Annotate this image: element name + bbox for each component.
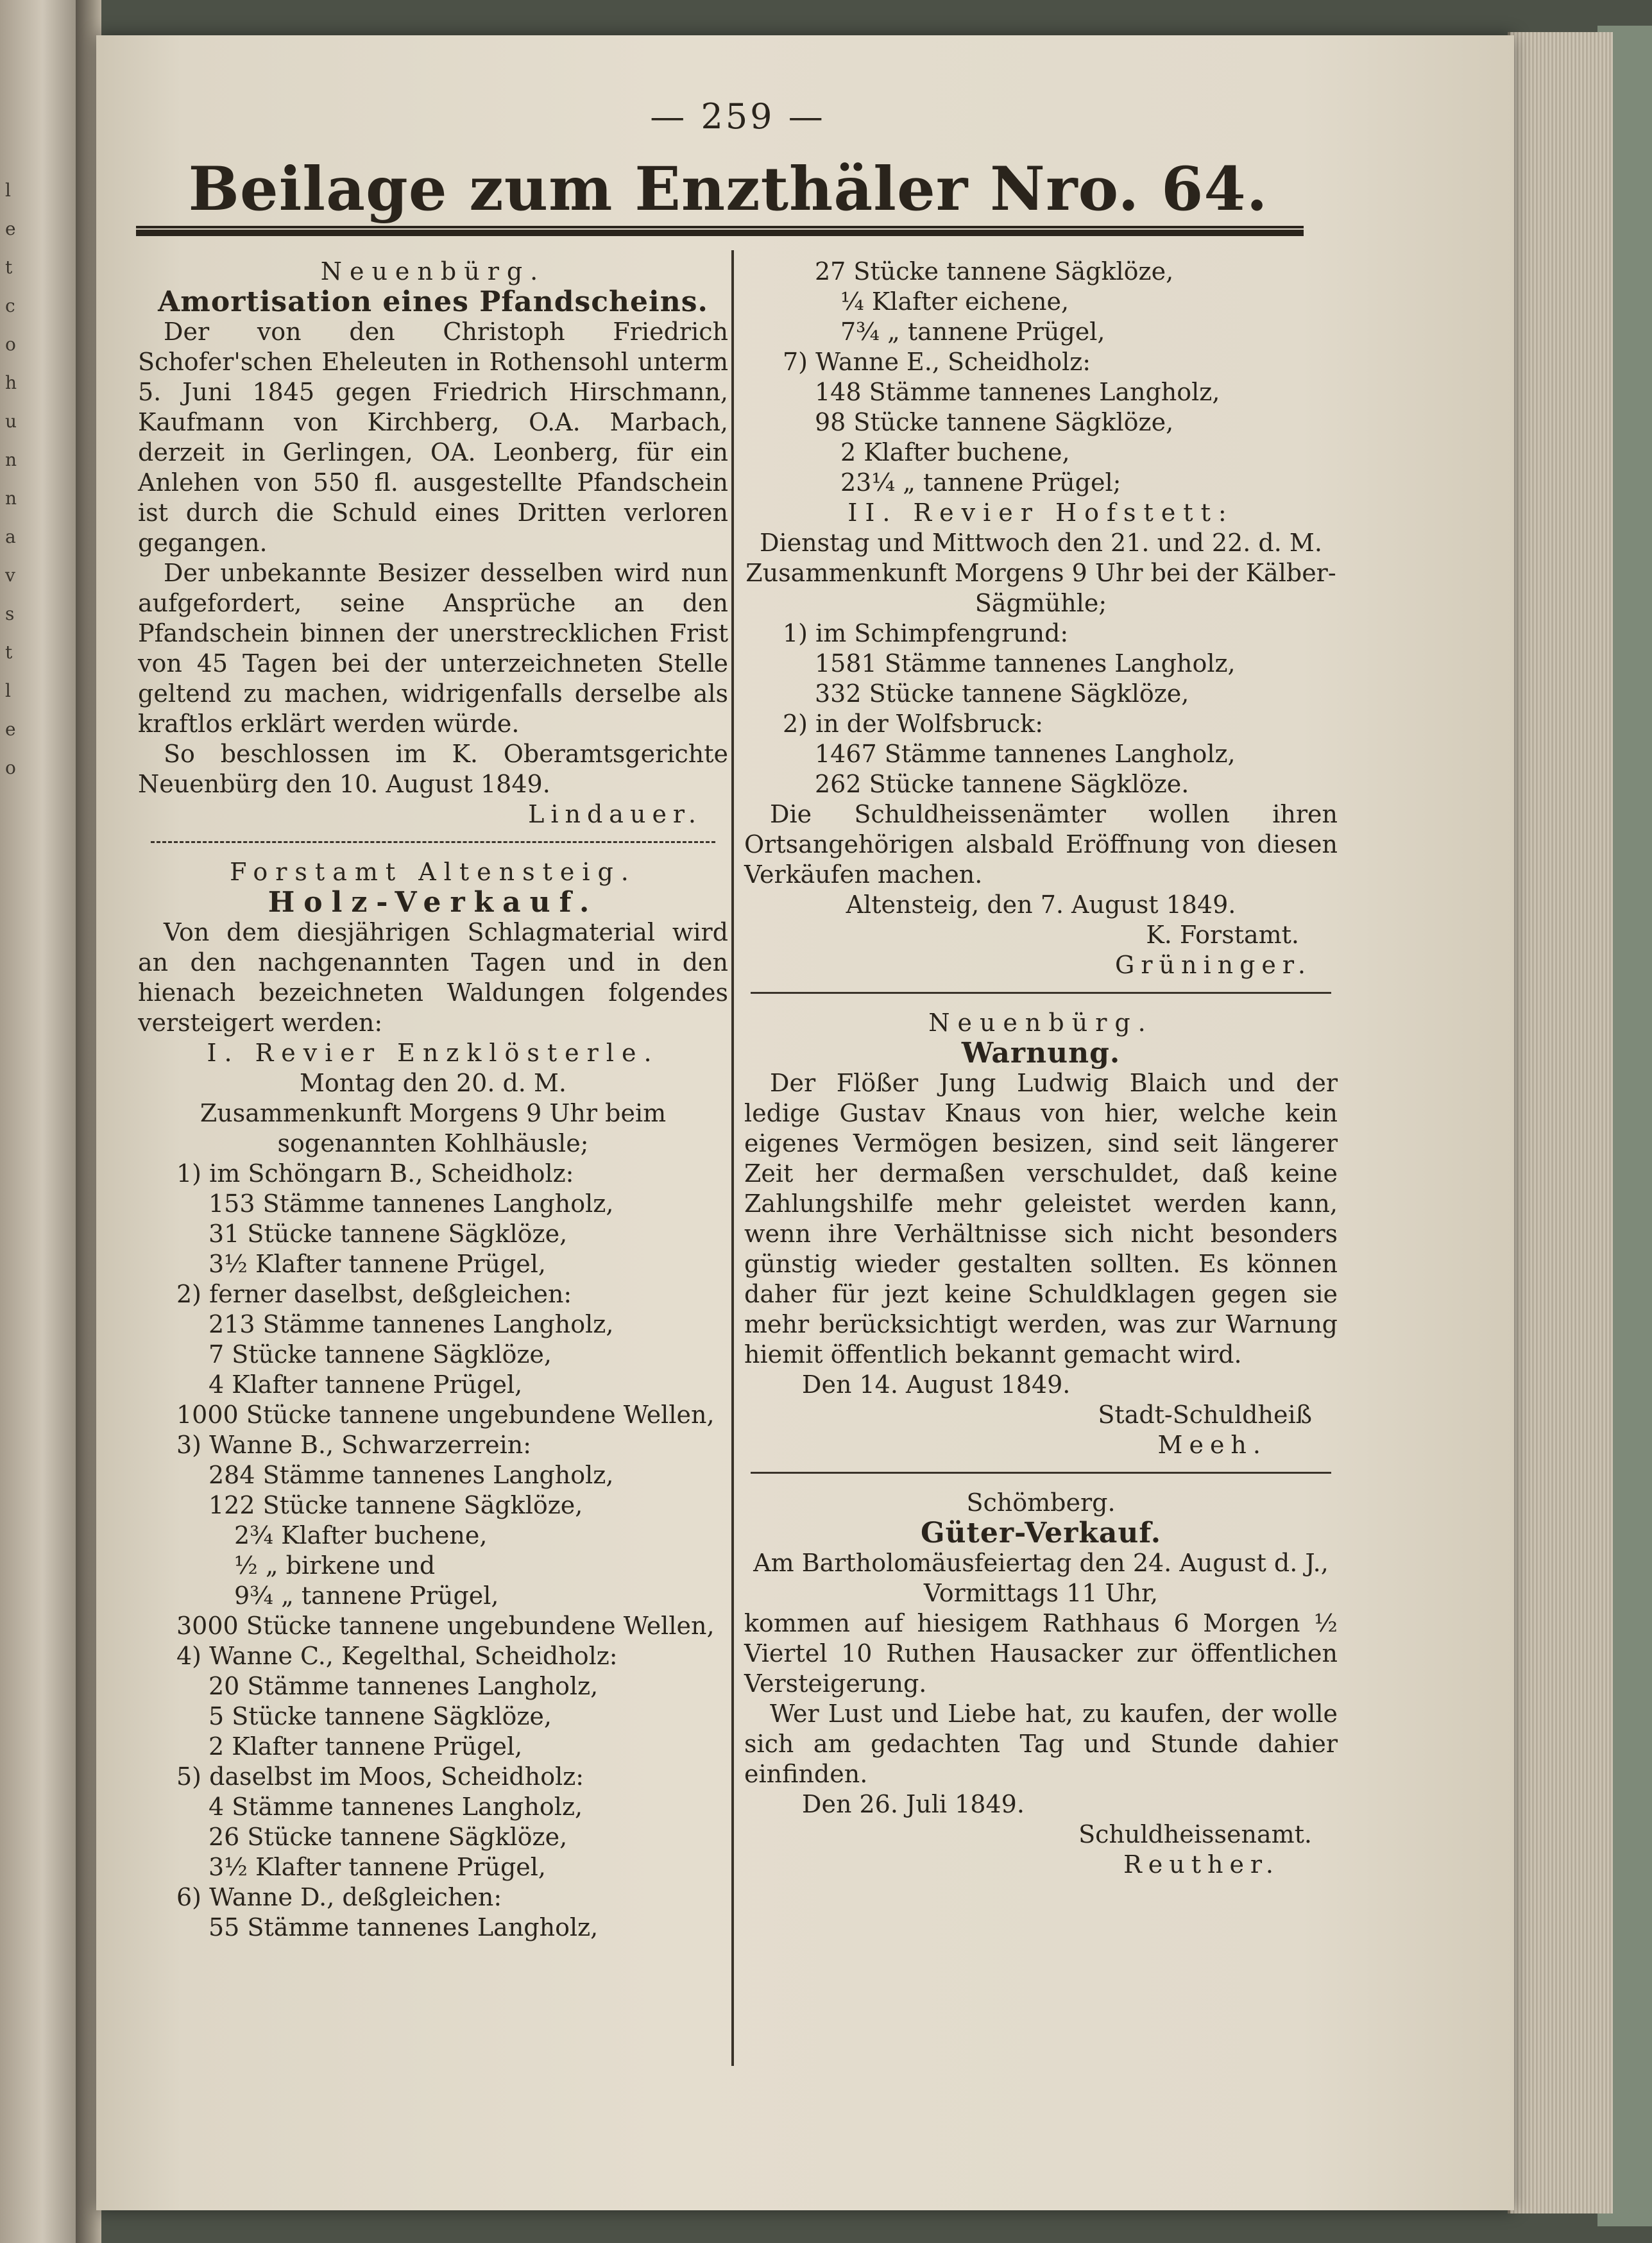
page-number: — 259 — <box>650 96 826 137</box>
lot-line: 4 Stämme tannenes Langholz, <box>209 1793 583 1821</box>
lot-line: 3½ Klafter tannene Prügel, <box>209 1853 547 1881</box>
lot-line: 4 Klafter tannene Prügel, <box>209 1370 523 1399</box>
lot-line: 284 Stämme tannenes Langholz, <box>209 1461 614 1489</box>
lot-line: 332 Stücke tannene Sägklöze, <box>815 679 1189 708</box>
notice-office: K. Forstamt. <box>1146 921 1299 949</box>
notice-heading: Holz-Verkauf. <box>268 886 599 919</box>
lot-line: 262 Stücke tannene Sägklöze. <box>815 770 1189 798</box>
lot-line: 213 Stämme tannenes Langholz, <box>209 1310 614 1338</box>
edge-character: a <box>5 526 16 547</box>
lot-line: 31 Stücke tannene Sägklöze, <box>209 1220 568 1248</box>
lot-line: 5 Stücke tannene Sägklöze, <box>209 1702 552 1730</box>
notice-heading: Güter-Verkauf. <box>920 1517 1162 1549</box>
lot-line: 1) im Schöngarn B., Scheidholz: <box>176 1159 574 1188</box>
meeting-info: Zusammenkunft Morgens 9 Uhr beim sogenannten Kohlhäusle; <box>200 1099 667 1157</box>
edge-character: u <box>5 411 17 432</box>
notice-date: Den 26. Juli 1849. <box>802 1790 1025 1818</box>
edge-character: o <box>5 334 16 355</box>
notice-date: Altensteig, den 7. August 1849. <box>846 891 1236 919</box>
edge-character: o <box>5 757 16 778</box>
notice-heading: Amortisation eines Pfandscheins. <box>158 286 708 318</box>
notice-separator <box>751 992 1331 994</box>
lot-line: 2 Klafter buchene, <box>840 438 1070 466</box>
lot-list <box>138 1159 728 1943</box>
notice-signature: Lindauer. <box>528 800 703 828</box>
lot-line: 153 Stämme tannenes Langholz, <box>209 1190 614 1218</box>
lot-line: ¼ Klafter eichene, <box>840 287 1069 316</box>
edge-character: s <box>5 603 15 624</box>
lot-line: 3000 Stücke tannene ungebundene Wellen, <box>176 1612 715 1640</box>
meeting-info: Zusammenkunft Morgens 9 Uhr bei der Kälber-Sägmühle; <box>745 559 1336 617</box>
edge-character: h <box>5 372 17 393</box>
lot-line: 1467 Stämme tannenes Langholz, <box>815 740 1236 768</box>
notice-signature: Grüninger. <box>1115 951 1312 979</box>
notice-intro: Von dem diesjährigen Schlagmaterial wird an den nachgenannten Tagen und in den hienach bezeichneten Waldungen folgendes versteigert werden: <box>138 918 728 1037</box>
lot-line: 2¾ Klafter buchene, <box>234 1521 488 1549</box>
lot-line: 4) Wanne C., Kegelthal, Scheidholz: <box>176 1642 618 1670</box>
notice-office: Schuldheissenamt. <box>1078 1820 1312 1848</box>
lot-list <box>744 257 1338 498</box>
notice-paragraph: So beschlossen im K. Oberamtsgerichte Neuenbürg den 10. August 1849. <box>138 740 728 798</box>
notice-separator <box>751 1472 1331 1474</box>
notice-separator <box>151 841 715 843</box>
column-divider <box>731 250 734 2066</box>
masthead-title: Beilage zum Enzthäler Nro. 64. <box>188 154 1268 225</box>
page-fore-edge <box>1508 32 1613 2213</box>
lot-line: 6) Wanne D., deßgleichen: <box>176 1883 502 1911</box>
edge-character: n <box>5 449 17 470</box>
notice-line: Vormittags 11 Uhr, <box>923 1579 1159 1607</box>
notice-paragraph: Der unbekannte Besizer desselben wird nun aufgefordert, seine Ansprüche an den Pfandschein binnen der unerstrecklichen Frist von 45 Tagen bei der unterzeichneten Stelle geltend zu machen, widrigenfalls derselbe als kraftlos erklärt werden würde. <box>138 559 728 738</box>
lot-line: 55 Stämme tannenes Langholz, <box>209 1913 599 1941</box>
lot-line: 23¼ „ tannene Prügel; <box>840 468 1121 497</box>
lot-line: 3) Wanne B., Schwarzerrein: <box>176 1431 532 1459</box>
edge-character: c <box>5 295 15 316</box>
notice-place: Schömberg. <box>966 1488 1116 1517</box>
notice-holzverkauf <box>138 857 728 1943</box>
lot-line: 1581 Stämme tannenes Langholz, <box>815 649 1236 678</box>
edge-character: e <box>5 719 16 740</box>
edge-character: l <box>5 680 11 701</box>
edge-character: n <box>5 488 17 509</box>
revier-heading: I. Revier Enzklösterle. <box>207 1039 660 1067</box>
edge-character: e <box>5 218 16 239</box>
lot-line: 7¾ „ tannene Prügel, <box>840 318 1105 346</box>
sale-date: Dienstag und Mittwoch den 21. und 22. d. M. <box>760 529 1322 557</box>
right-column <box>744 257 1338 1886</box>
lot-line: 2) in der Wolfsbruck: <box>783 710 1043 738</box>
edge-character: t <box>5 642 13 663</box>
notice-closing: Die Schuldheissenämter wollen ihren Ortsangehörigen alsbald Eröffnung von diesen Verkäufen machen. <box>744 800 1338 889</box>
lot-line: 27 Stücke tannene Sägklöze, <box>815 257 1174 286</box>
lot-line: 98 Stücke tannene Sägklöze, <box>815 408 1174 436</box>
notice-paragraph: kommen auf hiesigem Rathhaus 6 Morgen ½ Viertel 10 Ruthen Hausacker zur öffentlichen Versteigerung. <box>744 1609 1338 1698</box>
notice-paragraph: Wer Lust und Liebe hat, zu kaufen, der wolle sich am gedachten Tag und Stunde dahier einfinden. <box>744 1700 1338 1788</box>
edge-character: v <box>5 565 15 586</box>
notice-place: Neuenbürg. <box>928 1009 1154 1037</box>
lot-line: 7 Stücke tannene Sägklöze, <box>209 1340 552 1369</box>
notice-paragraph: Der Flößer Jung Ludwig Blaich und der ledige Gustav Knaus von hier, welche kein eigenes Vermögen besizen, sind seit längerer Zeit her dermaßen verschuldet, daß keine Zahlungshilfe mehr geleistet werden kann, wenn ihre Verhältnisse sich nicht besonders günstig wieder gestalten sollten. Es können daher für jezt keine Schuldklagen gegen sie mehr berücksichtigt werden, was zur Warnung hiemit öffentlich bekannt gemacht wird. <box>744 1069 1338 1369</box>
notice-gueterverkauf <box>744 1488 1338 1880</box>
notice-signature: Reuther. <box>1123 1850 1280 1879</box>
lot-line: 1000 Stücke tannene ungebundene Wellen, <box>176 1401 715 1429</box>
edge-character: l <box>5 180 11 201</box>
notice-signature: Meeh. <box>1157 1431 1267 1459</box>
lot-line: 26 Stücke tannene Sägklöze, <box>209 1823 568 1851</box>
sale-date: Montag den 20. d. M. <box>300 1069 566 1097</box>
left-page-edge <box>0 0 77 2243</box>
lot-line: ½ „ birkene und <box>234 1551 436 1580</box>
notice-amortisation <box>138 257 728 830</box>
lot-line: 122 Stücke tannene Sägklöze, <box>209 1491 583 1519</box>
notice-line: Am Bartholomäusfeiertag den 24. August d. J., <box>753 1549 1329 1577</box>
notice-paragraph: Der von den Christoph Friedrich Schofer'schen Eheleuten in Rothensohl unterm 5. Juni 1845 gegen Friedrich Hirschmann, Kaufmann von Kirchberg, O.A. Marbach, derzeit in Gerlingen, OA. Leonberg, für ein Anlehen von 550 fl. ausgestellte Pfandschein ist durch die Schuld eines Dritten verloren gegangen. <box>138 318 728 557</box>
left-column <box>138 257 728 1949</box>
lot-line: 20 Stämme tannenes Langholz, <box>209 1672 599 1700</box>
lot-line: 2 Klafter tannene Prügel, <box>209 1732 523 1761</box>
notice-office: Stadt-Schuldheiß <box>1098 1401 1312 1429</box>
masthead-rule <box>136 226 1304 236</box>
revier-heading: II. Revier Hofstett: <box>847 499 1234 527</box>
notice-warnung <box>744 1008 1338 1460</box>
notice-place: Neuenbürg. <box>320 257 546 286</box>
lot-line: 5) daselbst im Moos, Scheidholz: <box>176 1762 584 1791</box>
notice-place: Forstamt Altensteig. <box>230 858 636 886</box>
lot-line: 1) im Schimpfengrund: <box>783 619 1069 647</box>
lot-line: 3½ Klafter tannene Prügel, <box>209 1250 547 1278</box>
notice-heading: Warnung. <box>961 1037 1121 1070</box>
lot-line: 7) Wanne E., Scheidholz: <box>783 348 1091 376</box>
lot-line: 2) ferner daselbst, deßgleichen: <box>176 1280 572 1308</box>
lot-line: 9¾ „ tannene Prügel, <box>234 1582 499 1610</box>
notice-date: Den 14. August 1849. <box>802 1370 1071 1399</box>
notice-holzverkauf-continued <box>744 257 1338 980</box>
lot-line: 148 Stämme tannenes Langholz, <box>815 378 1220 406</box>
edge-character: t <box>5 257 13 278</box>
lot-list <box>744 618 1338 799</box>
